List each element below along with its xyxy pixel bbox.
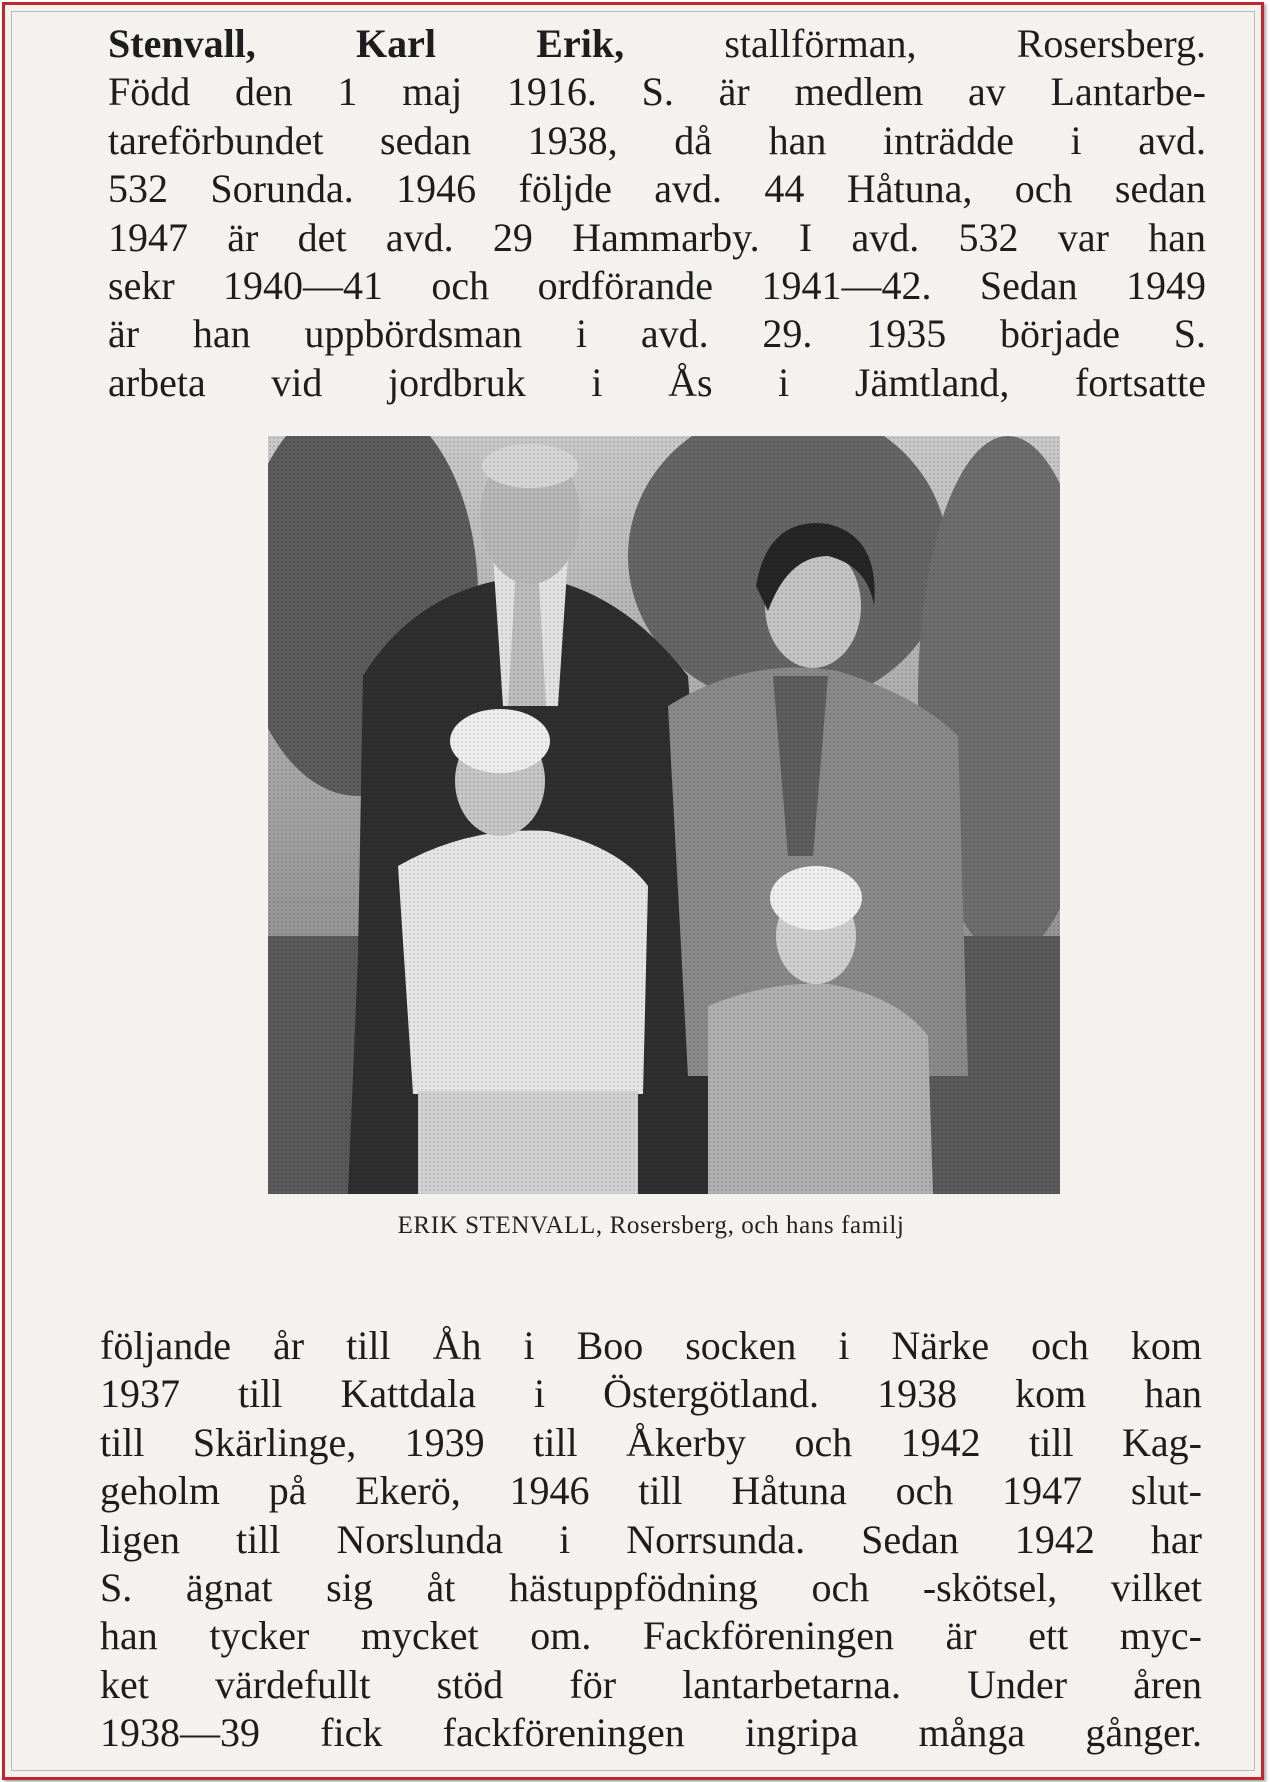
family-photo — [268, 436, 1060, 1194]
text-line: Stenvall, Karl Erik, stallförman, Rosersberg. — [108, 21, 1206, 66]
photo-caption: ERIK STENVALL, Rosersberg, och hans familj — [397, 1212, 905, 1239]
person-name: Stenvall, Karl Erik, — [108, 21, 625, 66]
text-line: ket värdefullt stöd för lantarbetarna. Under åren — [100, 1661, 1202, 1707]
text-line: följande år till Åh i Boo socken i Närke och kom — [100, 1323, 1202, 1368]
text-line: tareförbundet sedan 1938, då han inträdde i avd. — [108, 117, 1206, 163]
text-line: han tycker mycket om. Fackföreningen är ett myc- — [100, 1613, 1202, 1659]
text-line: 532 Sorunda. 1946 följde avd. 44 Håtuna, och sedan — [108, 166, 1206, 212]
text-line: är han uppbördsman i avd. 29. 1935 började S. — [108, 311, 1206, 357]
text-line: 1937 till Kattdala i Östergötland. 1938 kom han — [100, 1371, 1202, 1417]
text-line: S. ägnat sig åt hästuppfödning och -skötsel, vilket — [100, 1565, 1202, 1611]
text-line: till Skärlinge, 1939 till Åkerby och 1942 till Kag- — [100, 1419, 1202, 1465]
article-text-bottom — [100, 1322, 1202, 1758]
text-line: geholm på Ekerö, 1946 till Håtuna och 1947 slut- — [100, 1468, 1202, 1514]
text-line: 1947 är det avd. 29 Hammarby. I avd. 532 var han — [108, 214, 1206, 260]
family-photo-image — [268, 436, 1060, 1194]
text-line: ligen till Norslunda i Norrsunda. Sedan 1942 har — [100, 1516, 1202, 1562]
text-line: 1938—39 fick fackföreningen ingripa många gånger. — [100, 1710, 1202, 1756]
text-line: arbeta vid jordbruk i Ås i Jämtland, fortsatte — [108, 359, 1206, 405]
article-text-top — [108, 20, 1206, 407]
text-line: Född den 1 maj 1916. S. är medlem av Lantarbe- — [108, 69, 1206, 115]
text-line: sekr 1940—41 och ordförande 1941—42. Sedan 1949 — [108, 263, 1206, 309]
